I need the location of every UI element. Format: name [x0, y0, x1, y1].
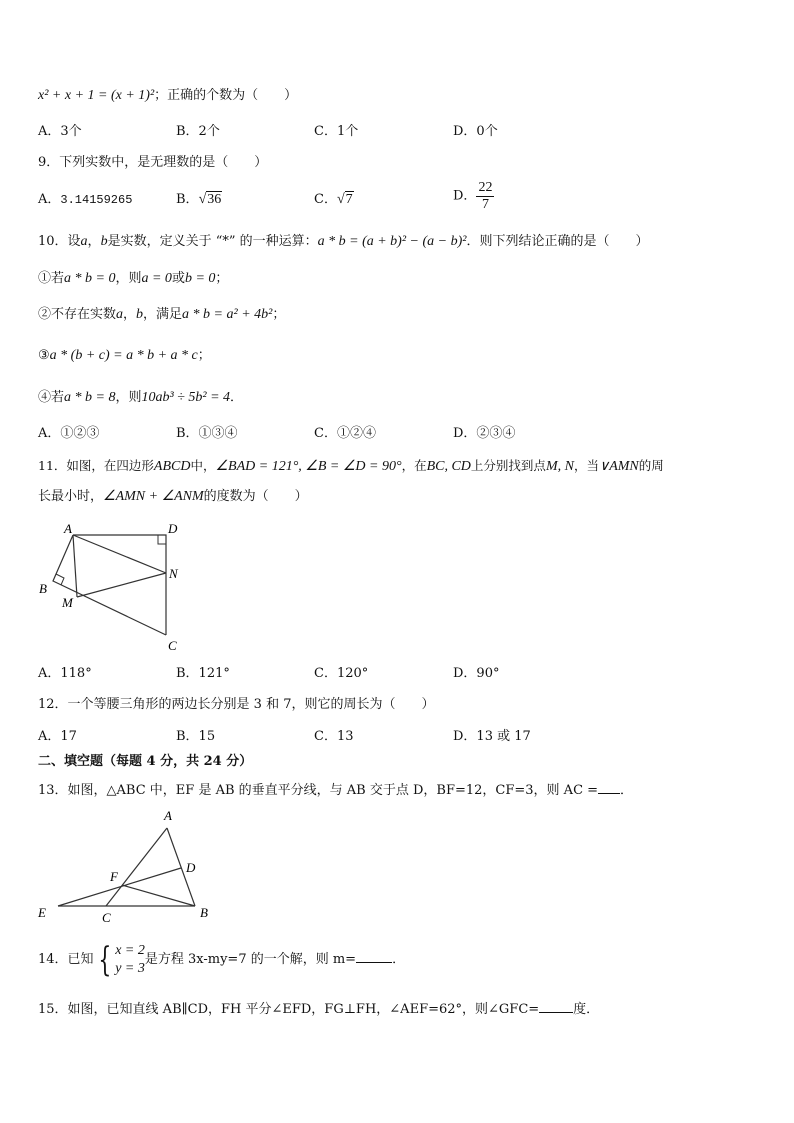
q13-label-b: B	[200, 905, 208, 920]
q12-option-d: D．13 或 17	[453, 729, 531, 744]
q13-label-a: A	[164, 808, 172, 823]
q13-label-d: D	[186, 860, 196, 875]
q11-label-c: C	[168, 638, 177, 653]
q11-triangle: ∨AMN	[598, 459, 639, 474]
q9-option-a-label: A．	[38, 192, 61, 207]
q15-text: 15．如图，已知直线 AB∥CD，FH 平分∠EFD，FG⊥FH，∠AEF=62°，则∠GFC=	[38, 1002, 540, 1017]
q12-option-a: A．17	[38, 729, 77, 744]
q9-option-a	[38, 190, 132, 210]
q8-option-d: D．0个	[453, 124, 498, 139]
section-2-heading: 二、填空题（每题 4 分，共 24 分）	[38, 754, 253, 769]
q9-option-a-value: 3.14159265	[60, 193, 133, 207]
q13-stem-text: 13．如图，△ABC 中，EF 是 AB 的垂直平分线，与 AB 交于点 D，BF=12，CF=3，则 AC =	[38, 783, 599, 798]
q10-s1-or: 或	[171, 271, 185, 286]
q10-s4-math2: 10ab³ ÷ 5b² = 4	[141, 390, 231, 405]
q11-l1f: 的周	[638, 458, 664, 473]
q10-statement-4	[38, 388, 243, 408]
q12-option-c: C．13	[314, 729, 354, 744]
q9-option-d-label: D．	[453, 188, 477, 204]
q10-s2-end: ；	[272, 307, 286, 322]
q10-s3-end: ；	[197, 348, 211, 363]
q9-stem: 9．下列实数中，是无理数的是（ ）	[38, 155, 268, 170]
q11-l1b: 中，	[190, 458, 216, 473]
q9-sqrt-36: √36	[198, 192, 222, 207]
q14-system	[115, 942, 145, 978]
q13-label-c: C	[102, 910, 111, 925]
q11-label-m: M	[62, 595, 73, 610]
q11-stem-line1	[38, 456, 664, 477]
q10-s2-sep: ，	[123, 307, 137, 322]
q10-s4-end: ．	[230, 390, 244, 405]
q13-stem-end: ．	[620, 783, 634, 798]
q8-tail-line	[38, 86, 297, 106]
q10-option-d: D．②③④	[453, 426, 516, 441]
q11-l1e: ，当	[573, 458, 599, 473]
q9-option-c-label: C．	[314, 192, 337, 207]
q11-quadrilateral-figure	[30, 518, 190, 656]
q10-s2-pre: ②不存在实数	[38, 307, 117, 322]
q10-var-b: b	[100, 234, 108, 249]
q11-option-a: A．118°	[38, 666, 92, 681]
q10-s2-math: a * b = a² + 4b²	[182, 307, 273, 322]
q8-tail-text: ；正确的个数为（ ）	[154, 88, 298, 103]
q9-fraction-numerator: 22	[478, 180, 493, 195]
q10-stem-a: 10．设	[38, 234, 81, 249]
q10-s4-math1: a * b = 8	[64, 390, 116, 405]
q11-l1d: 上分别找到点	[470, 458, 546, 473]
q11-angle-sum: ∠AMN + ∠ANM	[103, 489, 204, 504]
q11-sides: BC, CD	[426, 459, 471, 474]
q11-option-c: C．120°	[314, 666, 369, 681]
q14-stem	[38, 940, 405, 980]
q10-s2-mid: ，满足	[143, 307, 183, 322]
q10-stem-b: 是实数，定义关于 “*” 的一种运算：	[107, 234, 318, 249]
q8-option-b: B．2个	[176, 124, 220, 139]
q10-statement-2	[38, 305, 285, 325]
q14-eq2: y = 3	[115, 960, 145, 976]
q8-option-c: C．1个	[314, 124, 359, 139]
q14-post: 是方程 3x-my=7 的一个解，则 m=	[144, 952, 357, 967]
q14-pre: 14．已知	[38, 952, 94, 967]
q13-triangle-figure	[30, 804, 220, 926]
q11-stem-line2	[38, 487, 308, 507]
q9-option-d	[453, 180, 494, 213]
q10-s1-math2: a = 0	[141, 271, 172, 286]
q10-s1-mid: ，则	[115, 271, 142, 286]
q8-option-a: A．3个	[38, 124, 82, 139]
q9-option-c	[314, 190, 354, 210]
q9-fraction	[476, 180, 494, 213]
q12-option-b: B．15	[176, 729, 216, 744]
q11-l2b: 的度数为（ ）	[203, 489, 308, 504]
q10-stem	[38, 232, 648, 252]
q9-radicand-7: 7	[345, 192, 353, 207]
q9-fraction-denominator: 7	[481, 197, 489, 212]
q15-end: 度．	[573, 1002, 600, 1017]
q11-label-b: B	[39, 581, 47, 596]
q9-sqrt-7: √7	[336, 192, 353, 207]
q10-statement-1	[38, 269, 228, 289]
q13-stem	[38, 779, 633, 801]
q11-l1a: 11．如图，在四边形	[38, 458, 154, 473]
q10-s3-math: a * (b + c) = a * b + a * c	[49, 348, 198, 363]
q10-s4-mid: ，则	[115, 390, 142, 405]
q12-stem: 12．一个等腰三角形的两边长分别是 3 和 7，则它的周长为（ ）	[38, 697, 435, 712]
q14-eq1: x = 2	[115, 942, 145, 958]
q10-s1-math1: a * b = 0	[64, 271, 116, 286]
q13-label-f: F	[110, 869, 118, 884]
q10-s1-end: ；	[215, 271, 229, 286]
q11-l1c: ，在	[401, 458, 427, 473]
q9-radicand-36: 36	[207, 192, 222, 207]
q10-option-b: B．①③④	[176, 426, 238, 441]
q15-stem	[38, 998, 599, 1020]
q11-label-n: N	[169, 566, 178, 581]
q11-angles: ∠BAD = 121°, ∠B = ∠D = 90°	[215, 459, 402, 474]
q10-sep: ，	[87, 234, 101, 249]
q10-s2-a: a	[116, 307, 124, 322]
q9-option-b	[176, 190, 222, 210]
q11-option-b: B．121°	[176, 666, 230, 681]
q11-label-a: A	[64, 521, 72, 536]
q14-answer-blank[interactable]	[356, 948, 392, 963]
q10-var-a: a	[80, 234, 88, 249]
q10-s2-b: b	[136, 307, 144, 322]
q13-label-e: E	[38, 905, 46, 920]
q10-definition: a * b = (a + b)² − (a − b)²	[317, 234, 467, 249]
q11-points: M, N	[545, 459, 574, 474]
q10-option-c: C．①②④	[314, 426, 376, 441]
q14-end: ．	[392, 952, 406, 967]
q14-brace: {	[97, 939, 111, 980]
q10-s1-math3: b = 0	[184, 271, 216, 286]
q13-answer-blank[interactable]	[598, 779, 620, 794]
q11-option-d: D．90°	[453, 666, 500, 681]
q10-s1-pre: ①若	[38, 271, 65, 286]
q11-quad: ABCD	[153, 459, 191, 474]
q11-label-d: D	[168, 521, 178, 536]
q10-option-a: A．①②③	[38, 426, 100, 441]
q10-s4-pre: ④若	[38, 390, 65, 405]
q9-option-b-label: B．	[176, 192, 199, 207]
q15-answer-blank[interactable]	[539, 998, 573, 1013]
q10-stem-c: ．则下列结论正确的是（ ）	[466, 234, 649, 249]
q10-statement-3	[38, 346, 211, 366]
q11-l2a: 长最小时，	[38, 489, 104, 504]
q10-s3-pre: ③	[38, 348, 50, 363]
q8-expression: x² + x + 1 = (x + 1)²	[38, 88, 155, 103]
